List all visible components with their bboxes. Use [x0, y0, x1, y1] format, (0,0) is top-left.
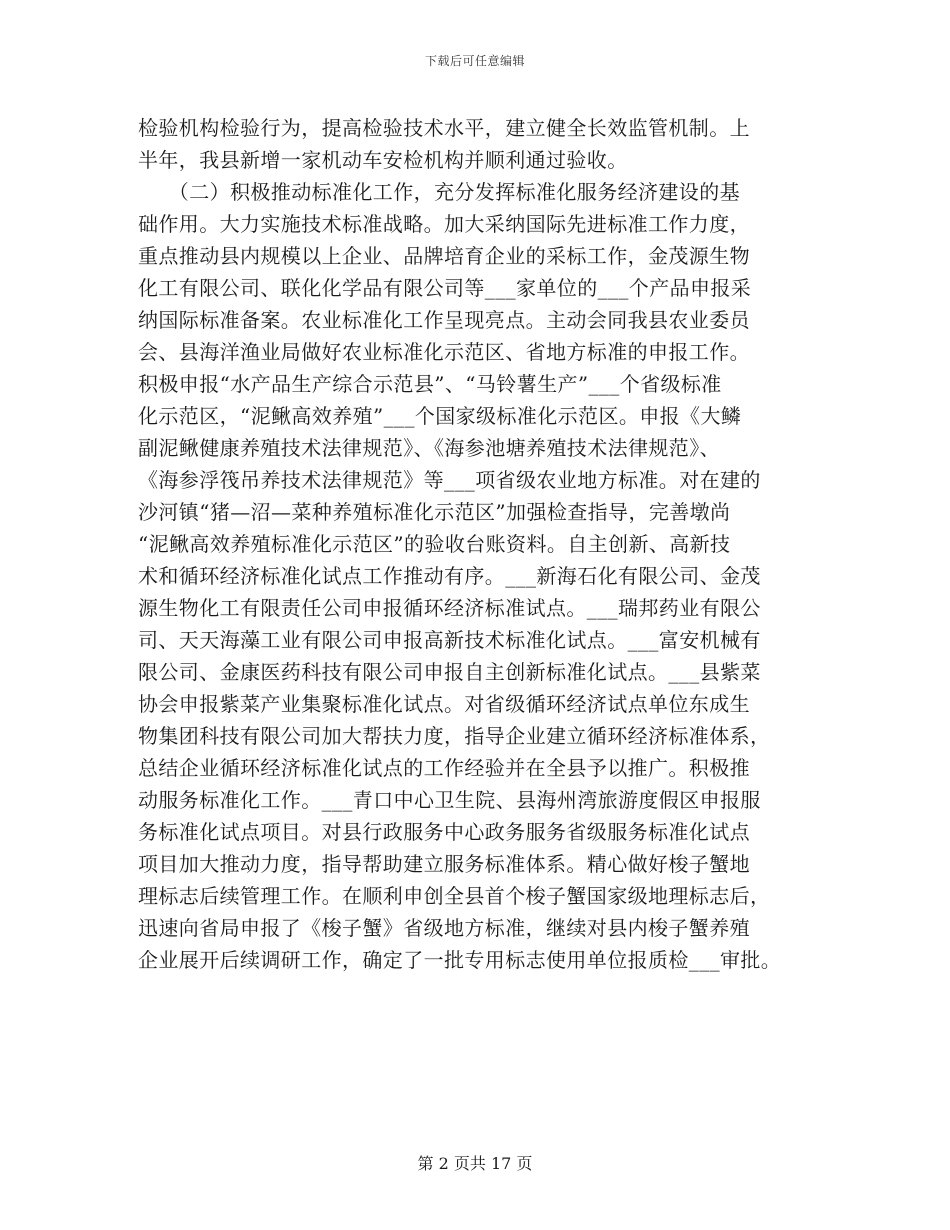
text-line: 总结企业循环经济标准化试点的工作经验并在全县予以推广。积极推 — [138, 756, 750, 780]
text-line: 副泥鳅健康养殖技术法律规范》、《海参池塘养殖技术法律规范》、 — [138, 436, 720, 460]
text-line: 动服务标准化工作。___青口中心卫生院、县海州湾旅游度假区申报服 — [138, 788, 761, 812]
text-line: 项目加大推动力度，指导帮助建立服务标准体系。精心做好梭子蟹地 — [138, 852, 750, 876]
text-line: 重点推动县内规模以上企业、品牌培育企业的采标工作，金茂源生物 — [138, 244, 750, 268]
text-line: 企业展开后续调研工作，确定了一批专用标志使用单位报质检___审批。 — [138, 948, 782, 972]
text-line: 积极申报“水产品生产综合示范县”、“马铃薯生产”___个省级标准 — [138, 372, 722, 396]
text-line: 础作用。大力实施技术标准战略。加大采纳国际先进标准工作力度， — [138, 212, 750, 236]
text-line: “泥鳅高效养殖标准化示范区”的验收台账资料。自主创新、高新技 — [138, 532, 731, 556]
text-line: 限公司、金康医药科技有限公司申报自主创新标准化试点。___县紫菜 — [138, 660, 761, 684]
text-line: （二）积极推动标准化工作，充分发挥标准化服务经济建设的基 — [138, 180, 740, 204]
text-line: 术和循环经济标准化试点工作推动有序。___新海石化有限公司、金茂 — [138, 564, 761, 588]
text-line: 迅速向省局申报了《梭子蟹》省级地方标准，继续对县内梭子蟹养殖 — [138, 916, 750, 940]
text-line: 纳国际标准备案。农业标准化工作呈现亮点。主动会同我县农业委员 — [138, 308, 750, 332]
text-line: 协会申报紫菜产业集聚标准化试点。对省级循环经济试点单位东成生 — [138, 692, 750, 716]
text-line: 源生物化工有限责任公司申报循环经济标准试点。___瑞邦药业有限公 — [138, 596, 761, 620]
text-line: 化工有限公司、联化化学品有限公司等___家单位的___个产品申报采 — [138, 276, 752, 300]
text-line: 半年，我县新增一家机动车安检机构并顺利通过验收。 — [138, 148, 628, 172]
text-line: 物集团科技有限公司加大帮扶力度，指导企业建立循环经济标准体系， — [138, 724, 771, 748]
text-line: 化示范区，“泥鳅高效养殖”___个国家级标准化示范区。申报《大鳞 — [138, 404, 742, 428]
document-body — [138, 112, 818, 976]
text-line: 理标志后续管理工作。在顺利申创全县首个梭子蟹国家级地理标志后， — [138, 884, 771, 908]
text-line: 检验机构检验行为，提高检验技术水平，建立健全长效监管机制。上 — [138, 116, 750, 140]
text-line: 司、天天海藻工业有限公司申报高新技术标准化试点。___富安机械有 — [138, 628, 761, 652]
text-line: 沙河镇“猪—沼—菜种养殖标准化示范区”加强检查指导，完善墩尚 — [138, 500, 731, 524]
text-line: 务标准化试点项目。对县行政服务中心政务服务省级服务标准化试点 — [138, 820, 750, 844]
text-line: 《海参浮筏吊养技术法律规范》等___项省级农业地方标准。对在建的 — [138, 468, 761, 492]
text-line: 会、县海洋渔业局做好农业标准化示范区、省地方标准的申报工作。 — [138, 340, 750, 364]
page-header-note: 下载后可任意编辑 — [424, 54, 525, 68]
page-number: 第 2 页共 17 页 — [417, 1154, 533, 1173]
